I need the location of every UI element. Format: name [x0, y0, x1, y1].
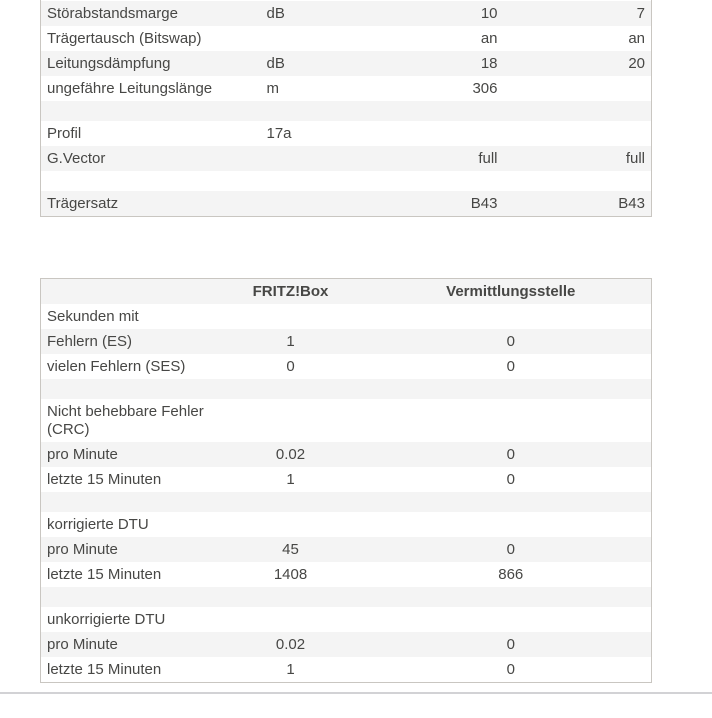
cell-v2 — [371, 399, 652, 442]
cell-label: Störabstandsmarge — [47, 4, 178, 22]
cell-v1: 1 — [286, 660, 295, 678]
cell-label: Leitungsdämpfung — [47, 54, 171, 72]
cell-label: letzte 15 Minuten — [47, 470, 162, 488]
cell-v1: B43 — [470, 194, 498, 212]
table-row — [41, 512, 652, 537]
cell-v1 — [349, 171, 504, 191]
cell-v1 — [211, 399, 371, 442]
table-row — [41, 26, 652, 51]
cell-v2 — [504, 171, 652, 191]
cell-label — [41, 587, 211, 607]
cell-v2 — [371, 379, 652, 399]
table-row — [41, 607, 652, 632]
error-counters-table — [40, 278, 652, 683]
cell-v1 — [211, 379, 371, 399]
cell-v2: 0 — [506, 470, 515, 488]
dsl-parameters-table — [40, 0, 652, 217]
cell-unit — [261, 101, 349, 121]
table-row — [41, 191, 652, 217]
cell-v1: 0 — [286, 357, 295, 375]
cell-unit: dB — [266, 4, 285, 22]
cell-label — [41, 101, 261, 121]
table-row — [41, 562, 652, 587]
cell-v2 — [504, 101, 652, 121]
cell-label: pro Minute — [47, 445, 118, 463]
table-row — [41, 587, 652, 607]
table-row — [41, 354, 652, 379]
cell-v2: 0 — [506, 357, 515, 375]
error-counters-section — [40, 278, 652, 683]
cell-label — [41, 492, 211, 512]
cell-v1: 10 — [480, 4, 498, 22]
cell-label: letzte 15 Minuten — [47, 660, 162, 678]
table-row — [41, 304, 652, 329]
cell-v1: 306 — [472, 79, 498, 97]
header-vermittlungsstelle: Vermittlungsstelle — [446, 282, 576, 300]
cell-v1 — [211, 304, 371, 329]
cell-v1: 18 — [480, 54, 498, 72]
cell-v1: full — [478, 149, 498, 167]
table-header-row — [41, 279, 652, 305]
cell-v2: 0 — [506, 332, 515, 350]
cell-v1: 1 — [286, 332, 295, 350]
table-row — [41, 121, 652, 146]
cell-unit: dB — [266, 54, 285, 72]
cell-v1: 0.02 — [275, 445, 306, 463]
cell-v2: full — [625, 149, 645, 167]
cell-label: Profil — [47, 124, 82, 142]
cell-label: korrigierte DTU — [47, 515, 149, 533]
cell-label: Trägersatz — [47, 194, 119, 212]
table-row — [41, 442, 652, 467]
cell-label — [41, 171, 261, 191]
cell-v2 — [371, 512, 652, 537]
cell-label — [41, 379, 211, 399]
cell-label: Nicht behebbare Fehler (CRC) — [47, 402, 204, 438]
cell-label: unkorrigierte DTU — [47, 610, 166, 628]
table-row — [41, 492, 652, 512]
cell-unit — [261, 146, 349, 171]
table-row — [41, 146, 652, 171]
cell-v1 — [349, 101, 504, 121]
table-row — [41, 537, 652, 562]
cell-v2: 866 — [498, 565, 524, 583]
cell-v1: 45 — [282, 540, 299, 558]
cell-v2: an — [628, 29, 645, 47]
header-fritzbox: FRITZ!Box — [252, 282, 329, 300]
cell-unit — [261, 171, 349, 191]
cell-v1 — [349, 121, 504, 146]
cell-label: pro Minute — [47, 540, 118, 558]
cell-v1 — [211, 607, 371, 632]
cell-v2 — [504, 76, 652, 101]
table-row — [41, 329, 652, 354]
cell-v2: 0 — [506, 540, 515, 558]
table-row — [41, 76, 652, 101]
cell-unit — [261, 191, 349, 217]
cell-v2 — [371, 607, 652, 632]
cell-v1: an — [480, 29, 498, 47]
cell-v1: 1408 — [273, 565, 308, 583]
cell-v2: 0 — [506, 660, 515, 678]
cell-v2 — [504, 121, 652, 146]
cell-v1 — [211, 512, 371, 537]
cell-label: ungefähre Leitungslänge — [47, 79, 213, 97]
cell-v1: 1 — [286, 470, 295, 488]
cell-v2: 20 — [628, 54, 645, 72]
error-counters-body — [41, 304, 652, 683]
table-row — [41, 101, 652, 121]
cell-v2: 0 — [506, 635, 515, 653]
table-row — [41, 467, 652, 492]
cell-unit: m — [266, 79, 279, 97]
table-row — [41, 379, 652, 399]
cell-v2: B43 — [618, 194, 645, 212]
table-row — [41, 657, 652, 683]
table-row — [41, 399, 652, 442]
page-divider — [0, 692, 712, 694]
table-row — [41, 171, 652, 191]
cell-label: Trägertausch (Bitswap) — [47, 29, 202, 47]
cell-v2: 7 — [636, 4, 645, 22]
cell-v1: 0.02 — [275, 635, 306, 653]
dsl-parameters-body — [41, 0, 652, 217]
table-row — [41, 1, 652, 26]
cell-v2 — [371, 587, 652, 607]
dsl-parameters-section — [40, 0, 652, 217]
cell-v2 — [371, 492, 652, 512]
cell-unit: 17a — [266, 124, 292, 142]
cell-label: vielen Fehlern (SES) — [47, 357, 186, 375]
cell-label: Fehlern (ES) — [47, 332, 133, 350]
cell-label: Sekunden mit — [47, 307, 139, 325]
cell-v2: 0 — [506, 445, 515, 463]
header-empty-cell — [41, 279, 211, 305]
cell-label: pro Minute — [47, 635, 118, 653]
cell-label: G.Vector — [47, 149, 106, 167]
cell-v1 — [211, 492, 371, 512]
cell-label: letzte 15 Minuten — [47, 565, 162, 583]
cell-v2 — [371, 304, 652, 329]
cell-unit — [261, 26, 349, 51]
table-row — [41, 51, 652, 76]
table-row — [41, 632, 652, 657]
cell-v1 — [211, 587, 371, 607]
